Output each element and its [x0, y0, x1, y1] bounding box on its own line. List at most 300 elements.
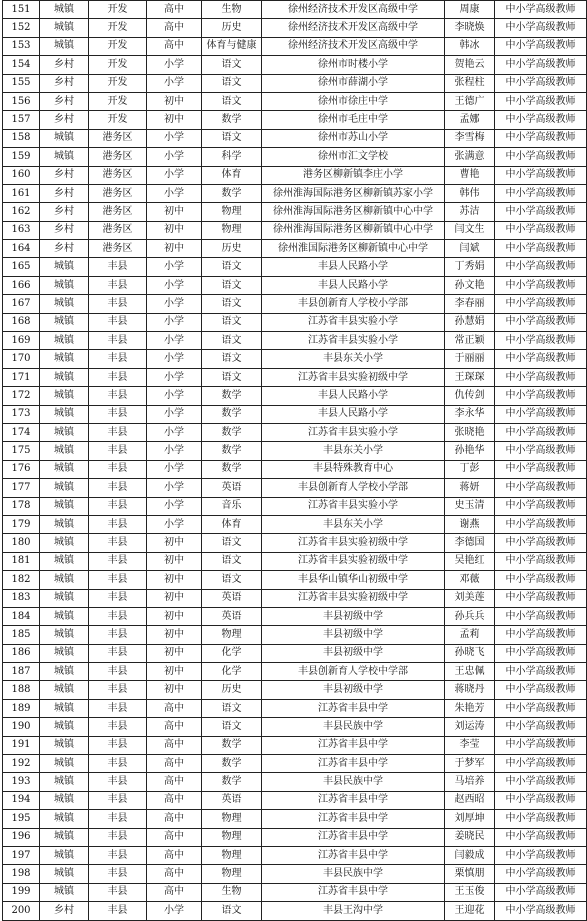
school-level-cell: 高中	[147, 19, 202, 37]
professional-title-cell: 中小学高级教师	[495, 166, 587, 184]
teacher-name-cell: 张程柱	[445, 74, 495, 92]
school-level-cell: 小学	[147, 332, 202, 350]
subject-cell: 历史	[202, 681, 262, 699]
district-cell: 开发	[89, 111, 147, 129]
school-level-cell: 高中	[147, 791, 202, 809]
professional-title-cell: 中小学高级教师	[495, 644, 587, 662]
professional-title-cell: 中小学高级教师	[495, 571, 587, 589]
subject-cell: 数学	[202, 184, 262, 202]
school-level-cell: 小学	[147, 902, 202, 920]
teacher-name-cell: 张晓艳	[445, 423, 495, 441]
teacher-name-cell: 孙艳华	[445, 442, 495, 460]
district-cell: 丰县	[89, 497, 147, 515]
school-level-cell: 小学	[147, 479, 202, 497]
professional-title-cell: 中小学高级教师	[495, 663, 587, 681]
row-number-cell: 172	[3, 387, 40, 405]
school-name-cell: 丰县华山镇华山初级中学	[262, 571, 445, 589]
school-name-cell: 丰县东关小学	[262, 442, 445, 460]
district-cell: 丰县	[89, 313, 147, 331]
school-name-cell: 徐州市汇文学校	[262, 148, 445, 166]
subject-cell: 语文	[202, 571, 262, 589]
table-row	[3, 295, 587, 313]
table-row	[3, 313, 587, 331]
row-number-cell: 174	[3, 423, 40, 441]
area-type-cell: 城镇	[40, 460, 89, 478]
table-row	[3, 423, 587, 441]
school-level-cell: 小学	[147, 129, 202, 147]
school-level-cell: 高中	[147, 810, 202, 828]
subject-cell: 音乐	[202, 497, 262, 515]
row-number-cell: 188	[3, 681, 40, 699]
professional-title-cell: 中小学高级教师	[495, 184, 587, 202]
professional-title-cell: 中小学高级教师	[495, 718, 587, 736]
area-type-cell: 城镇	[40, 644, 89, 662]
school-name-cell: 江苏省丰县实验初级中学	[262, 552, 445, 570]
school-name-cell: 江苏省丰县实验小学	[262, 332, 445, 350]
subject-cell: 语文	[202, 313, 262, 331]
subject-cell: 体育与健康	[202, 37, 262, 55]
school-level-cell: 初中	[147, 552, 202, 570]
teacher-name-cell: 邓薇	[445, 571, 495, 589]
school-level-cell: 初中	[147, 644, 202, 662]
district-cell: 丰县	[89, 423, 147, 441]
table-row	[3, 534, 587, 552]
row-number-cell: 175	[3, 442, 40, 460]
table-row	[3, 56, 587, 74]
area-type-cell: 乡村	[40, 221, 89, 239]
school-name-cell: 丰县初级中学	[262, 607, 445, 625]
teacher-name-cell: 闫文生	[445, 221, 495, 239]
district-cell: 丰县	[89, 902, 147, 920]
area-type-cell: 城镇	[40, 295, 89, 313]
professional-title-cell: 中小学高级教师	[495, 1, 587, 19]
row-number-cell: 164	[3, 240, 40, 258]
row-number-cell: 192	[3, 755, 40, 773]
district-cell: 丰县	[89, 626, 147, 644]
district-cell: 丰县	[89, 276, 147, 294]
district-cell: 丰县	[89, 552, 147, 570]
row-number-cell: 170	[3, 350, 40, 368]
district-cell: 丰县	[89, 736, 147, 754]
school-level-cell: 高中	[147, 1, 202, 19]
school-level-cell: 高中	[147, 865, 202, 883]
school-name-cell: 徐州经济技术开发区高级中学	[262, 37, 445, 55]
school-level-cell: 小学	[147, 350, 202, 368]
district-cell: 丰县	[89, 350, 147, 368]
row-number-cell: 162	[3, 203, 40, 221]
area-type-cell: 城镇	[40, 1, 89, 19]
teacher-name-cell: 于梦军	[445, 755, 495, 773]
teacher-roster-table	[2, 0, 587, 921]
school-level-cell: 高中	[147, 755, 202, 773]
professional-title-cell: 中小学高级教师	[495, 405, 587, 423]
table-row	[3, 515, 587, 533]
professional-title-cell: 中小学高级教师	[495, 755, 587, 773]
area-type-cell: 城镇	[40, 19, 89, 37]
school-name-cell: 江苏省丰县实验小学	[262, 497, 445, 515]
teacher-name-cell: 闫斌	[445, 240, 495, 258]
school-name-cell: 徐州经济技术开发区高级中学	[262, 1, 445, 19]
table-row	[3, 368, 587, 386]
table-row	[3, 589, 587, 607]
school-level-cell: 小学	[147, 184, 202, 202]
school-name-cell: 徐州市时楼小学	[262, 56, 445, 74]
district-cell: 丰县	[89, 883, 147, 901]
school-level-cell: 高中	[147, 736, 202, 754]
area-type-cell: 乡村	[40, 56, 89, 74]
subject-cell: 英语	[202, 791, 262, 809]
school-level-cell: 初中	[147, 221, 202, 239]
school-level-cell: 高中	[147, 846, 202, 864]
district-cell: 丰县	[89, 515, 147, 533]
table-row	[3, 479, 587, 497]
district-cell: 丰县	[89, 571, 147, 589]
teacher-name-cell: 常正颖	[445, 332, 495, 350]
row-number-cell: 161	[3, 184, 40, 202]
subject-cell: 数学	[202, 405, 262, 423]
teacher-name-cell: 谢燕	[445, 515, 495, 533]
row-number-cell: 184	[3, 607, 40, 625]
school-name-cell: 江苏省丰县实验小学	[262, 313, 445, 331]
teacher-name-cell: 吴艳红	[445, 552, 495, 570]
professional-title-cell: 中小学高级教师	[495, 589, 587, 607]
row-number-cell: 181	[3, 552, 40, 570]
teacher-name-cell: 朱艳芳	[445, 699, 495, 717]
row-number-cell: 165	[3, 258, 40, 276]
area-type-cell: 城镇	[40, 387, 89, 405]
professional-title-cell: 中小学高级教师	[495, 240, 587, 258]
subject-cell: 数学	[202, 773, 262, 791]
subject-cell: 语文	[202, 368, 262, 386]
school-name-cell: 丰县东关小学	[262, 515, 445, 533]
district-cell: 丰县	[89, 773, 147, 791]
subject-cell: 数学	[202, 736, 262, 754]
table-row	[3, 111, 587, 129]
teacher-name-cell: 张满意	[445, 148, 495, 166]
district-cell: 丰县	[89, 718, 147, 736]
school-name-cell: 丰县人民路小学	[262, 405, 445, 423]
teacher-name-cell: 曹艳	[445, 166, 495, 184]
area-type-cell: 乡村	[40, 203, 89, 221]
teacher-name-cell: 于丽丽	[445, 350, 495, 368]
district-cell: 开发	[89, 56, 147, 74]
district-cell: 丰县	[89, 607, 147, 625]
school-level-cell: 小学	[147, 423, 202, 441]
row-number-cell: 197	[3, 846, 40, 864]
row-number-cell: 159	[3, 148, 40, 166]
subject-cell: 语文	[202, 92, 262, 110]
subject-cell: 语文	[202, 129, 262, 147]
professional-title-cell: 中小学高级教师	[495, 56, 587, 74]
professional-title-cell: 中小学高级教师	[495, 19, 587, 37]
subject-cell: 体育	[202, 166, 262, 184]
table-row	[3, 148, 587, 166]
district-cell: 丰县	[89, 442, 147, 460]
row-number-cell: 163	[3, 221, 40, 239]
area-type-cell: 城镇	[40, 828, 89, 846]
subject-cell: 物理	[202, 865, 262, 883]
school-level-cell: 初中	[147, 607, 202, 625]
row-number-cell: 186	[3, 644, 40, 662]
professional-title-cell: 中小学高级教师	[495, 350, 587, 368]
teacher-name-cell: 苏洁	[445, 203, 495, 221]
school-level-cell: 小学	[147, 258, 202, 276]
area-type-cell: 城镇	[40, 626, 89, 644]
district-cell: 开发	[89, 37, 147, 55]
table-row	[3, 718, 587, 736]
professional-title-cell: 中小学高级教师	[495, 681, 587, 699]
district-cell: 丰县	[89, 810, 147, 828]
school-name-cell: 港务区柳新镇李庄小学	[262, 166, 445, 184]
area-type-cell: 城镇	[40, 368, 89, 386]
school-name-cell: 江苏省丰县实验小学	[262, 423, 445, 441]
school-level-cell: 高中	[147, 718, 202, 736]
teacher-name-cell: 丁彭	[445, 460, 495, 478]
row-number-cell: 166	[3, 276, 40, 294]
table-row	[3, 276, 587, 294]
school-level-cell: 初中	[147, 681, 202, 699]
row-number-cell: 169	[3, 332, 40, 350]
school-level-cell: 小学	[147, 442, 202, 460]
school-level-cell: 小学	[147, 515, 202, 533]
district-cell: 开发	[89, 92, 147, 110]
table-row	[3, 755, 587, 773]
table-row	[3, 74, 587, 92]
school-level-cell: 小学	[147, 166, 202, 184]
subject-cell: 历史	[202, 19, 262, 37]
teacher-name-cell: 孟莉	[445, 626, 495, 644]
school-level-cell: 小学	[147, 74, 202, 92]
professional-title-cell: 中小学高级教师	[495, 74, 587, 92]
district-cell: 丰县	[89, 589, 147, 607]
row-number-cell: 157	[3, 111, 40, 129]
row-number-cell: 199	[3, 883, 40, 901]
roster-body	[3, 1, 587, 921]
subject-cell: 体育	[202, 515, 262, 533]
row-number-cell: 154	[3, 56, 40, 74]
subject-cell: 语文	[202, 276, 262, 294]
teacher-name-cell: 李雪梅	[445, 129, 495, 147]
school-name-cell: 江苏省丰县中学	[262, 828, 445, 846]
district-cell: 丰县	[89, 644, 147, 662]
district-cell: 开发	[89, 74, 147, 92]
table-row	[3, 552, 587, 570]
professional-title-cell: 中小学高级教师	[495, 846, 587, 864]
school-name-cell: 丰县人民路小学	[262, 387, 445, 405]
teacher-name-cell: 韩冰	[445, 37, 495, 55]
teacher-name-cell: 蒋妍	[445, 479, 495, 497]
subject-cell: 数学	[202, 423, 262, 441]
row-number-cell: 152	[3, 19, 40, 37]
row-number-cell: 200	[3, 902, 40, 920]
school-level-cell: 初中	[147, 92, 202, 110]
row-number-cell: 179	[3, 515, 40, 533]
table-row	[3, 497, 587, 515]
school-level-cell: 初中	[147, 534, 202, 552]
table-row	[3, 663, 587, 681]
table-row	[3, 883, 587, 901]
area-type-cell: 城镇	[40, 663, 89, 681]
school-level-cell: 初中	[147, 589, 202, 607]
table-row	[3, 902, 587, 920]
district-cell: 丰县	[89, 460, 147, 478]
row-number-cell: 185	[3, 626, 40, 644]
district-cell: 开发	[89, 1, 147, 19]
school-name-cell: 徐州市毛庄中学	[262, 111, 445, 129]
subject-cell: 语文	[202, 699, 262, 717]
table-row	[3, 350, 587, 368]
professional-title-cell: 中小学高级教师	[495, 37, 587, 55]
district-cell: 港务区	[89, 166, 147, 184]
row-number-cell: 153	[3, 37, 40, 55]
area-type-cell: 城镇	[40, 552, 89, 570]
table-row	[3, 37, 587, 55]
professional-title-cell: 中小学高级教师	[495, 479, 587, 497]
professional-title-cell: 中小学高级教师	[495, 699, 587, 717]
table-row	[3, 681, 587, 699]
school-level-cell: 初中	[147, 203, 202, 221]
school-name-cell: 徐州淮海国际港务区柳新镇中心中学	[262, 221, 445, 239]
school-name-cell: 丰县民族中学	[262, 773, 445, 791]
table-row	[3, 736, 587, 754]
district-cell: 丰县	[89, 791, 147, 809]
district-cell: 丰县	[89, 755, 147, 773]
teacher-name-cell: 王忠佩	[445, 663, 495, 681]
row-number-cell: 156	[3, 92, 40, 110]
subject-cell: 数学	[202, 755, 262, 773]
row-number-cell: 189	[3, 699, 40, 717]
table-row	[3, 258, 587, 276]
area-type-cell: 乡村	[40, 166, 89, 184]
table-row	[3, 644, 587, 662]
district-cell: 丰县	[89, 846, 147, 864]
table-row	[3, 699, 587, 717]
teacher-name-cell: 闫毅成	[445, 846, 495, 864]
area-type-cell: 城镇	[40, 332, 89, 350]
area-type-cell: 乡村	[40, 240, 89, 258]
school-name-cell: 丰县创新育人学校中学部	[262, 663, 445, 681]
school-level-cell: 小学	[147, 56, 202, 74]
row-number-cell: 195	[3, 810, 40, 828]
table-row	[3, 865, 587, 883]
row-number-cell: 178	[3, 497, 40, 515]
school-name-cell: 江苏省丰县实验初级中学	[262, 534, 445, 552]
school-name-cell: 江苏省丰县中学	[262, 791, 445, 809]
district-cell: 丰县	[89, 295, 147, 313]
professional-title-cell: 中小学高级教师	[495, 332, 587, 350]
teacher-name-cell: 李晓焕	[445, 19, 495, 37]
teacher-name-cell: 孙文艳	[445, 276, 495, 294]
subject-cell: 化学	[202, 644, 262, 662]
row-number-cell: 167	[3, 295, 40, 313]
professional-title-cell: 中小学高级教师	[495, 460, 587, 478]
table-row	[3, 184, 587, 202]
row-number-cell: 177	[3, 479, 40, 497]
subject-cell: 语文	[202, 534, 262, 552]
area-type-cell: 城镇	[40, 681, 89, 699]
subject-cell: 生物	[202, 1, 262, 19]
area-type-cell: 城镇	[40, 718, 89, 736]
professional-title-cell: 中小学高级教师	[495, 791, 587, 809]
professional-title-cell: 中小学高级教师	[495, 295, 587, 313]
teacher-name-cell: 马培养	[445, 773, 495, 791]
professional-title-cell: 中小学高级教师	[495, 607, 587, 625]
row-number-cell: 171	[3, 368, 40, 386]
table-row	[3, 92, 587, 110]
table-row	[3, 460, 587, 478]
school-level-cell: 小学	[147, 313, 202, 331]
school-level-cell: 高中	[147, 699, 202, 717]
school-level-cell: 小学	[147, 148, 202, 166]
school-name-cell: 江苏省丰县中学	[262, 810, 445, 828]
school-name-cell: 丰县创新育人学校小学部	[262, 479, 445, 497]
school-name-cell: 丰县特殊教育中心	[262, 460, 445, 478]
row-number-cell: 196	[3, 828, 40, 846]
professional-title-cell: 中小学高级教师	[495, 902, 587, 920]
teacher-name-cell: 仇传剑	[445, 387, 495, 405]
district-cell: 丰县	[89, 387, 147, 405]
table-row	[3, 332, 587, 350]
teacher-name-cell: 赵西昭	[445, 791, 495, 809]
table-row	[3, 221, 587, 239]
professional-title-cell: 中小学高级教师	[495, 626, 587, 644]
school-name-cell: 丰县民族中学	[262, 718, 445, 736]
district-cell: 丰县	[89, 681, 147, 699]
district-cell: 港务区	[89, 129, 147, 147]
school-level-cell: 小学	[147, 295, 202, 313]
table-row	[3, 828, 587, 846]
district-cell: 丰县	[89, 258, 147, 276]
subject-cell: 数学	[202, 460, 262, 478]
table-row	[3, 791, 587, 809]
professional-title-cell: 中小学高级教师	[495, 203, 587, 221]
school-name-cell: 徐州经济技术开发区高级中学	[262, 19, 445, 37]
area-type-cell: 城镇	[40, 497, 89, 515]
school-level-cell: 初中	[147, 111, 202, 129]
school-name-cell: 江苏省丰县中学	[262, 755, 445, 773]
district-cell: 丰县	[89, 663, 147, 681]
teacher-name-cell: 孟娜	[445, 111, 495, 129]
school-level-cell: 高中	[147, 773, 202, 791]
area-type-cell: 城镇	[40, 258, 89, 276]
table-row	[3, 1, 587, 19]
table-row	[3, 810, 587, 828]
school-name-cell: 丰县初级中学	[262, 626, 445, 644]
subject-cell: 英语	[202, 479, 262, 497]
school-name-cell: 江苏省丰县实验初级中学	[262, 368, 445, 386]
district-cell: 丰县	[89, 534, 147, 552]
professional-title-cell: 中小学高级教师	[495, 221, 587, 239]
row-number-cell: 180	[3, 534, 40, 552]
subject-cell: 英语	[202, 589, 262, 607]
teacher-name-cell: 刘美莲	[445, 589, 495, 607]
row-number-cell: 158	[3, 129, 40, 147]
area-type-cell: 城镇	[40, 607, 89, 625]
professional-title-cell: 中小学高级教师	[495, 883, 587, 901]
school-level-cell: 高中	[147, 883, 202, 901]
school-name-cell: 徐州市薛湖小学	[262, 74, 445, 92]
area-type-cell: 乡村	[40, 184, 89, 202]
row-number-cell: 187	[3, 663, 40, 681]
professional-title-cell: 中小学高级教师	[495, 534, 587, 552]
school-level-cell: 高中	[147, 37, 202, 55]
teacher-name-cell: 丁秀娟	[445, 258, 495, 276]
school-name-cell: 徐州市徐庄中学	[262, 92, 445, 110]
area-type-cell: 城镇	[40, 846, 89, 864]
subject-cell: 物理	[202, 203, 262, 221]
row-number-cell: 194	[3, 791, 40, 809]
area-type-cell: 城镇	[40, 699, 89, 717]
